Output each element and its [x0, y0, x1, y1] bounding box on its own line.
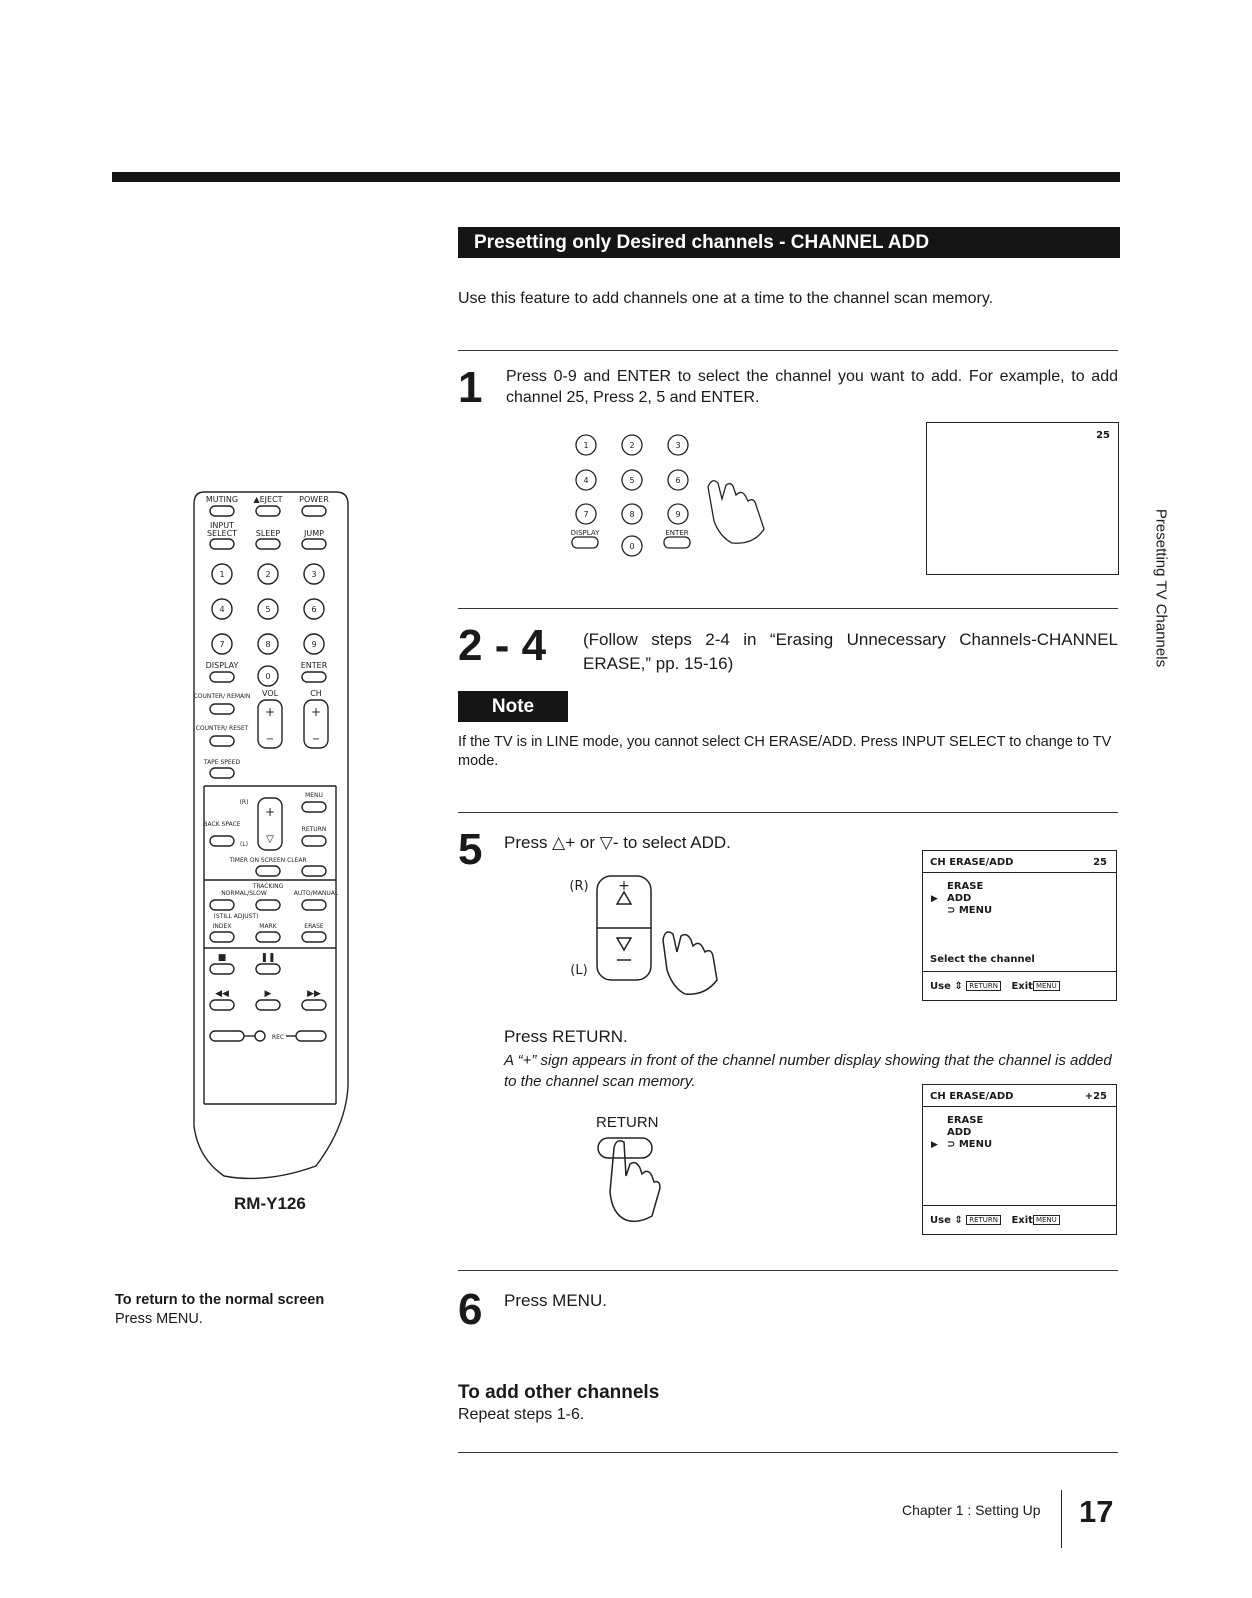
- divider: [458, 350, 1118, 351]
- step-6-number: 6: [458, 1285, 483, 1334]
- return-label: RETURN: [596, 1114, 659, 1131]
- svg-text:DISPLAY: DISPLAY: [205, 661, 239, 670]
- svg-text:+: +: [310, 705, 322, 719]
- svg-text:❚❚: ❚❚: [260, 953, 276, 963]
- footer-separator: [1061, 1490, 1062, 1548]
- divider: [458, 608, 1118, 609]
- menu-channel: 25: [1093, 857, 1107, 868]
- svg-text:NORMAL/SLOW: NORMAL/SLOW: [221, 890, 267, 897]
- menu-item-menu: ⊃ MENU: [947, 905, 993, 916]
- menu-item-erase: ERASE: [947, 1115, 984, 1126]
- intro-text: Use this feature to add channels one at a time to the channel scan memory.: [458, 290, 994, 307]
- svg-text:+: +: [264, 805, 276, 819]
- menu-use-line: Use ⇕ RETURN Exit MENU: [930, 1215, 1060, 1226]
- return-button-illustration: [590, 1134, 670, 1226]
- svg-text:5: 5: [629, 476, 635, 485]
- svg-text:AUTO/MANUAL: AUTO/MANUAL: [293, 890, 339, 897]
- divider: [458, 1452, 1118, 1453]
- menu-cursor-icon: ▶: [931, 894, 938, 904]
- svg-text:+: +: [264, 705, 276, 719]
- svg-text:−: −: [265, 734, 275, 745]
- add-other-title: To add other channels: [458, 1382, 660, 1403]
- tv-screen-preview: [926, 422, 1119, 575]
- svg-text:REC: REC: [271, 1034, 285, 1041]
- svg-text:(R): (R): [569, 879, 589, 894]
- menu-item-add: ADD: [947, 1127, 972, 1138]
- svg-text:8: 8: [265, 640, 271, 649]
- svg-text:1: 1: [219, 570, 225, 579]
- svg-text:SELECT: SELECT: [206, 529, 238, 538]
- svg-text:2: 2: [629, 441, 635, 450]
- svg-text:ENTER: ENTER: [665, 529, 689, 537]
- note-badge: Note: [458, 691, 568, 722]
- return-normal-title: To return to the normal screen: [115, 1292, 325, 1308]
- svg-text:5: 5: [265, 605, 271, 614]
- svg-text:MARK: MARK: [259, 923, 277, 930]
- plus-sign-explanation: A “+” sign appears in front of the channel number display showing that the channel is added to the channel scan memory.: [504, 1052, 1112, 1090]
- divider: [458, 812, 1118, 813]
- svg-text:SLEEP: SLEEP: [255, 529, 281, 538]
- svg-text:9: 9: [311, 640, 317, 649]
- step-5-number: 5: [458, 825, 483, 874]
- step-6-text: Press MENU.: [504, 1291, 607, 1310]
- tv-channel-number: 25: [1096, 430, 1110, 441]
- menu-item-erase: ERASE: [947, 881, 984, 892]
- return-normal-text: Press MENU.: [115, 1311, 203, 1327]
- menu-header: CH ERASE/ADD: [930, 857, 1014, 868]
- top-rule: [112, 172, 1120, 182]
- svg-text:VOL: VOL: [261, 689, 279, 698]
- svg-text:TRACKING: TRACKING: [252, 883, 284, 890]
- note-text: If the TV is in LINE mode, you cannot select CH ERASE/ADD. Press INPUT SELECT to change to TV mode.: [458, 734, 1112, 769]
- divider: [458, 1270, 1118, 1271]
- svg-text:(STILL ADJUST): (STILL ADJUST): [213, 913, 259, 920]
- svg-text:TIMER ON SCREEN CLEAR: TIMER ON SCREEN CLEAR: [229, 857, 307, 864]
- svg-text:TAPE SPEED: TAPE SPEED: [203, 759, 241, 766]
- svg-text:+: +: [618, 878, 630, 894]
- osd-menu-added: [922, 1084, 1117, 1235]
- svg-text:8: 8: [629, 510, 635, 519]
- svg-text:3: 3: [311, 570, 317, 579]
- side-tab: Presetting TV Channels: [1152, 508, 1170, 668]
- svg-text:BACK SPACE: BACK SPACE: [203, 821, 241, 828]
- svg-text:9: 9: [675, 510, 681, 519]
- svg-text:MENU: MENU: [305, 792, 323, 799]
- menu-channel: +25: [1084, 1091, 1107, 1102]
- svg-text:■: ■: [217, 953, 227, 963]
- menu-item-add: ADD: [947, 893, 972, 904]
- svg-text:▽: ▽: [266, 834, 274, 845]
- svg-text:(R): (R): [239, 799, 249, 806]
- step-5-text: Press △+ or ▽- to select ADD.: [504, 833, 731, 852]
- step-2-4-text: (Follow steps 2-4 in “Erasing Unnecessary Channels-CHANNEL ERASE,” pp. 15-16): [583, 630, 1118, 673]
- svg-text:INPUT: INPUT: [210, 521, 234, 530]
- menu-hint: Select the channel: [930, 954, 1035, 965]
- section-title: Presetting only Desired channels - CHANNEL ADD: [458, 227, 1120, 258]
- svg-text:ERASE: ERASE: [304, 923, 324, 930]
- svg-text:6: 6: [311, 605, 317, 614]
- svg-text:(L): (L): [239, 841, 249, 848]
- svg-text:▶: ▶: [264, 989, 272, 999]
- svg-text:ENTER: ENTER: [300, 661, 328, 670]
- svg-text:7: 7: [219, 640, 225, 649]
- menu-use-line: Use ⇕ RETURN Exit MENU: [930, 981, 1060, 992]
- svg-text:COUNTER/ REMAIN: COUNTER/ REMAIN: [193, 693, 251, 700]
- svg-text:0: 0: [265, 672, 271, 681]
- remote-model-label: RM-Y126: [234, 1194, 306, 1213]
- svg-text:JUMP: JUMP: [304, 529, 324, 538]
- press-return-text: Press RETURN.: [504, 1027, 628, 1046]
- svg-text:6: 6: [675, 476, 681, 485]
- svg-text:COUNTER/ RESET: COUNTER/ RESET: [195, 725, 249, 732]
- svg-text:RETURN: RETURN: [301, 826, 327, 833]
- svg-text:1: 1: [583, 441, 589, 450]
- svg-text:7: 7: [583, 510, 589, 519]
- svg-text:POWER: POWER: [299, 495, 329, 504]
- svg-text:4: 4: [219, 605, 225, 614]
- step-1-number: 1: [458, 363, 483, 412]
- svg-text:DISPLAY: DISPLAY: [570, 529, 600, 537]
- osd-menu-select-add: [922, 850, 1117, 1001]
- svg-text:0: 0: [629, 542, 635, 551]
- svg-text:2: 2: [265, 570, 271, 579]
- svg-text:◀◀: ◀◀: [215, 989, 229, 999]
- ch-button-illustration: [565, 870, 745, 1000]
- svg-text:▶▶: ▶▶: [307, 989, 321, 999]
- svg-text:(L): (L): [570, 963, 588, 978]
- svg-text:−: −: [311, 734, 321, 745]
- svg-text:CH: CH: [310, 689, 322, 698]
- menu-header: CH ERASE/ADD: [930, 1091, 1014, 1102]
- menu-item-menu: ⊃ MENU: [947, 1139, 993, 1150]
- step-1-text: Press 0-9 and ENTER to select the channel you want to add. For example, to add channel 25, Press 2, 5 and ENTER.: [506, 368, 1118, 406]
- svg-text:▲EJECT: ▲EJECT: [253, 495, 283, 504]
- page-number: 17: [1079, 1494, 1114, 1529]
- svg-text:MUTING: MUTING: [205, 495, 239, 504]
- svg-text:INDEX: INDEX: [212, 923, 232, 930]
- footer-chapter: Chapter 1 : Setting Up: [902, 1502, 1041, 1518]
- step-2-4-number: 2 - 4: [458, 621, 547, 670]
- menu-cursor-icon: ▶: [931, 1140, 938, 1150]
- keypad-illustration: [560, 425, 790, 560]
- svg-text:3: 3: [675, 441, 681, 450]
- remote-control-illustration: [186, 486, 356, 1186]
- add-other-text: Repeat steps 1-6.: [458, 1406, 585, 1423]
- svg-text:4: 4: [583, 476, 589, 485]
